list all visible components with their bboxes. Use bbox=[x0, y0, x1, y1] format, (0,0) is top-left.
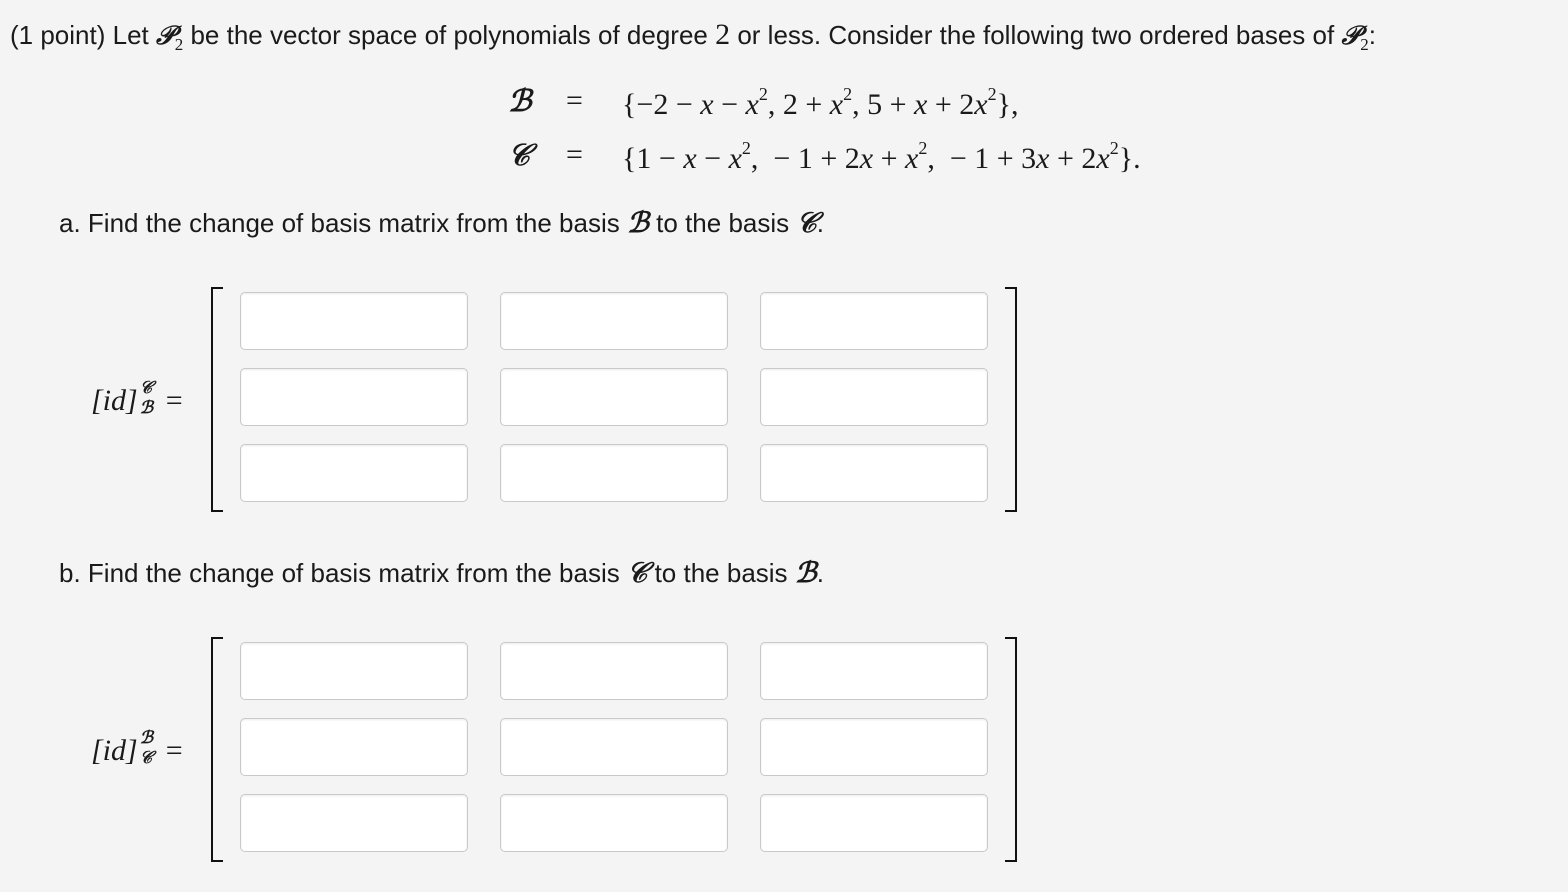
part-b-left-bracket bbox=[211, 637, 223, 862]
part-a-to-symbol: 𝒞 bbox=[796, 206, 817, 239]
part-a-cell-r3-c2[interactable] bbox=[500, 444, 728, 502]
basis-b-equals: = bbox=[566, 84, 583, 117]
part-a-cell-r2-c1[interactable] bbox=[240, 368, 468, 426]
part-b-cell-r1-c3[interactable] bbox=[760, 642, 988, 700]
intro-mid2: or less. Consider the following two ordered bases of bbox=[730, 20, 1342, 50]
part-b-right-bracket bbox=[1005, 637, 1017, 862]
degree-value: 2 bbox=[715, 18, 731, 51]
part-a-lhs-equals: = bbox=[165, 384, 183, 417]
part-a-cell-r2-c2[interactable] bbox=[500, 368, 728, 426]
part-a-id: [id] bbox=[91, 384, 138, 417]
intro-mid1: be the vector space of polynomials of degree bbox=[183, 20, 716, 50]
part-b-matrix-label bbox=[91, 728, 183, 768]
part-a-cell-r1-c1[interactable] bbox=[240, 292, 468, 350]
part-b-from-symbol: 𝒞 bbox=[626, 556, 648, 589]
space-symbol-2: 𝒫 bbox=[1341, 21, 1361, 51]
part-b-cell-r3-c2[interactable] bbox=[500, 794, 728, 852]
basis-b-symbol: ℬ bbox=[508, 84, 532, 119]
part-b-to-symbol: ℬ bbox=[794, 556, 817, 589]
basis-b-set: {$-2 - x - x^2$, $2 + x^2$, $5 + x + 2x^2$}, bbox=[622, 84, 1019, 121]
part-a-text-mid: to the basis bbox=[648, 208, 797, 238]
part-a-matrix-label bbox=[91, 378, 183, 418]
problem-intro bbox=[10, 18, 1376, 55]
basis-c-symbol: 𝒞 bbox=[508, 138, 530, 173]
part-a-text-before: a. Find the change of basis matrix from the basis bbox=[59, 208, 627, 238]
part-b-lhs-equals: = bbox=[165, 734, 183, 767]
part-a-question bbox=[59, 206, 824, 240]
intro-prefix: (1 point) Let bbox=[10, 20, 156, 50]
part-b-lhs-sup: ℬ bbox=[139, 728, 154, 748]
part-b-cell-r2-c1[interactable] bbox=[240, 718, 468, 776]
part-b-cell-r2-c2[interactable] bbox=[500, 718, 728, 776]
part-b-cell-r1-c2[interactable] bbox=[500, 642, 728, 700]
part-a-cell-r2-c3[interactable] bbox=[760, 368, 988, 426]
part-b-cell-r2-c3[interactable] bbox=[760, 718, 988, 776]
part-a-from-symbol: ℬ bbox=[626, 206, 649, 239]
part-a-lhs-sub: ℬ bbox=[139, 398, 154, 418]
space-symbol: 𝒫 bbox=[155, 21, 175, 51]
part-b-text-before: b. Find the change of basis matrix from the basis bbox=[59, 558, 627, 588]
space-subscript: 2 bbox=[174, 35, 184, 54]
part-b-question bbox=[59, 556, 824, 590]
part-b-text-mid: to the basis bbox=[647, 558, 795, 588]
space-subscript-2: 2 bbox=[1360, 35, 1369, 54]
part-a-text-after: . bbox=[816, 208, 825, 238]
intro-suffix: : bbox=[1368, 20, 1376, 50]
part-a-cell-r1-c2[interactable] bbox=[500, 292, 728, 350]
basis-c-set: {$1 - x - x^2$, − $1 + 2x + x^2$, − $1 + 3x + 2x^2$}. bbox=[622, 138, 1141, 175]
basis-c-equals: = bbox=[566, 138, 583, 171]
part-a-cell-r3-c3[interactable] bbox=[760, 444, 988, 502]
part-a-lhs-sup: 𝒞 bbox=[139, 378, 153, 398]
part-a-cell-r1-c3[interactable] bbox=[760, 292, 988, 350]
part-b-text-after: . bbox=[816, 558, 825, 588]
part-a-right-bracket bbox=[1005, 287, 1017, 512]
part-a-cell-r3-c1[interactable] bbox=[240, 444, 468, 502]
part-b-lhs-sub: 𝒞 bbox=[139, 748, 153, 768]
part-a-left-bracket bbox=[211, 287, 223, 512]
part-b-cell-r1-c1[interactable] bbox=[240, 642, 468, 700]
part-b-cell-r3-c3[interactable] bbox=[760, 794, 988, 852]
part-b-cell-r3-c1[interactable] bbox=[240, 794, 468, 852]
part-b-id: [id] bbox=[91, 734, 138, 767]
